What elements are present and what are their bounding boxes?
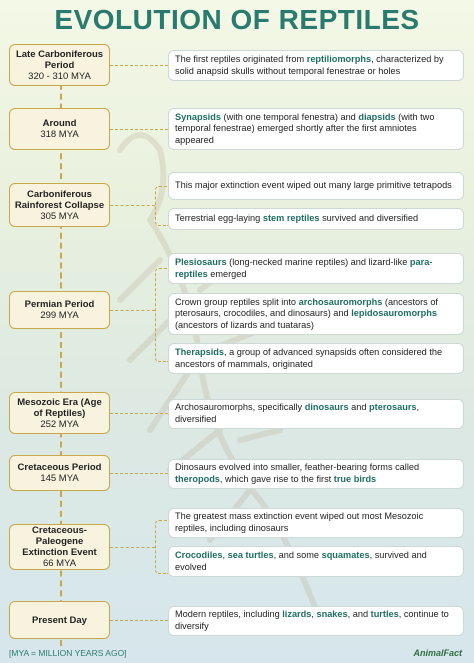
event-text-segment: This major extinction event wiped out many large primitive tetrapods (175, 180, 452, 191)
event-keyword: archosauromorphs (298, 296, 383, 307)
event-card (168, 546, 464, 577)
event-text (175, 297, 457, 332)
event-text-segment: , (311, 609, 317, 620)
event-card (168, 108, 464, 150)
event-text-segment: and (348, 402, 370, 413)
event-keyword: Plesiosaurs (175, 256, 227, 267)
event-keyword: lepidosauromorphs (351, 308, 437, 319)
event-text-segment: (ancestors of pterosaurs, crocodiles, and dinosaurs) and (175, 296, 438, 319)
event-text (175, 213, 418, 225)
event-text (175, 462, 457, 485)
event-text-segment: Terrestrial egg-laying (175, 213, 263, 224)
connector (110, 473, 168, 474)
era-name: Carboniferous Rainforest Collapse (14, 188, 105, 211)
bracket (155, 520, 168, 574)
event-text-segment: (with one temporal fenestra) and (220, 111, 359, 122)
event-text (175, 609, 457, 632)
event-text-segment: , and (347, 609, 371, 620)
event-keyword: diapsids (358, 111, 396, 122)
event-text-segment: Crown group reptiles split into (175, 296, 299, 307)
event-text-segment: (ancestors of lizards and tuataras) (175, 319, 314, 330)
event-text-segment: , diversified (175, 402, 420, 424)
event-text-segment: , continue to diversify (175, 609, 449, 631)
era-date: 66 MYA (42, 558, 77, 569)
era-around (9, 108, 110, 150)
era-name: Present Day (32, 614, 87, 626)
event-text (175, 511, 457, 534)
bracket (155, 268, 168, 362)
event-text-segment: The first reptiles originated from (175, 53, 307, 64)
event-keyword: true birds (333, 474, 377, 484)
connector (110, 65, 168, 66)
brand-logo: AnimalFact (413, 648, 462, 658)
event-card (168, 50, 464, 81)
event-keyword: sea turtles (227, 549, 274, 560)
event-keyword: lizards (282, 609, 312, 620)
event-text-segment: (with two temporal fenestrae) emerged shortly after the first amniotes appeared (175, 111, 435, 145)
event-text-segment: , a group of advanced synapsids often considered the ancestors of mammals, originated (175, 346, 443, 369)
era-permian (9, 291, 110, 329)
era-present-day (9, 601, 110, 639)
event-card (168, 399, 464, 429)
era-date: 252 MYA (40, 418, 79, 430)
event-text (175, 54, 457, 77)
event-card (168, 343, 464, 374)
event-card (168, 508, 464, 538)
era-date: 305 MYA (40, 210, 79, 222)
event-text-segment: , (222, 549, 228, 560)
event-text (175, 257, 457, 280)
connector (110, 310, 155, 311)
era-kpg-extinction (9, 524, 110, 570)
era-mesozoic (9, 392, 110, 434)
event-keyword: Crocodiles (175, 549, 223, 560)
event-text-segment: survived and diversified (319, 213, 419, 224)
event-keyword: squamates (321, 549, 370, 560)
event-text (175, 550, 457, 573)
era-name: Around (42, 118, 77, 129)
event-text-segment: Dinosaurs evolved into smaller, feather-bearing forms called (175, 462, 420, 473)
connector (110, 413, 168, 414)
era-date: 320 - 310 MYA (28, 70, 91, 82)
era-date: 318 MYA (40, 129, 79, 140)
era-name: Mesozoic Era (Age of Reptiles) (17, 396, 102, 419)
event-text-segment: , which gave rise to the first (219, 474, 334, 484)
event-card (168, 172, 464, 200)
event-text (175, 180, 452, 192)
footer-note: [MYA = MILLION YEARS AGO] (9, 648, 127, 658)
event-keyword: Therapsids (175, 346, 225, 357)
era-name: Cretaceous-Paleogene Extinction Event (22, 525, 97, 558)
era-date: 145 MYA (40, 473, 79, 484)
era-rainforest-collapse (9, 183, 110, 227)
event-keyword: theropods (175, 474, 220, 484)
event-card (168, 208, 464, 230)
event-keyword: para-reptiles (175, 256, 433, 279)
event-keyword: snakes (316, 609, 348, 620)
page-title: EVOLUTION OF REPTILES (54, 4, 420, 35)
event-text-segment: , characterized by solid anapsid skulls without temporal fenestrae or holes (175, 53, 444, 76)
connector (110, 547, 155, 548)
event-text-segment: Archosauromorphs, specifically (175, 402, 305, 413)
era-cretaceous (9, 455, 110, 491)
event-text (175, 402, 457, 425)
era-name: Cretaceous Period (17, 462, 102, 473)
connector (110, 129, 168, 130)
era-name: Late Carboniferous Period (15, 48, 104, 71)
event-text (175, 112, 457, 147)
event-text-segment: emerged (207, 268, 247, 279)
connector (110, 205, 155, 206)
event-keyword: pterosaurs (369, 402, 417, 413)
event-keyword: reptiliomorphs (306, 53, 372, 64)
event-keyword: dinosaurs (304, 402, 349, 413)
event-text (175, 347, 457, 370)
bracket (155, 186, 168, 226)
event-text-segment: , survived and evolved (175, 549, 427, 572)
event-card (168, 253, 464, 284)
event-card (168, 606, 464, 636)
event-text-segment: The greatest mass extinction event wiped out most Mesozoic reptiles, including dinosaurs (175, 511, 424, 533)
event-text-segment: , and some (273, 549, 322, 560)
era-date: 299 MYA (40, 310, 79, 321)
era-late-carboniferous (9, 44, 110, 86)
era-name: Permian Period (24, 299, 95, 310)
event-keyword: turtles (370, 609, 399, 620)
event-card (168, 459, 464, 489)
event-keyword: Synapsids (175, 111, 221, 122)
event-text-segment: (long-necked marine reptiles) and lizard-like (226, 256, 410, 267)
event-keyword: stem reptiles (262, 213, 320, 224)
event-card (168, 293, 464, 335)
event-text-segment: Modern reptiles, including (175, 609, 283, 620)
connector (110, 620, 168, 621)
